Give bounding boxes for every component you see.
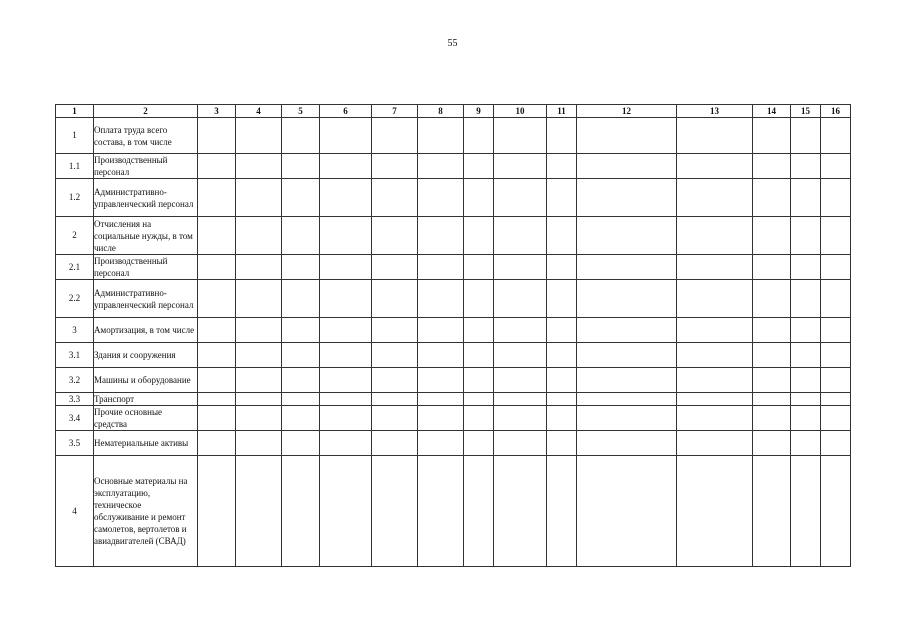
- empty-cell: [577, 280, 677, 318]
- empty-cell: [320, 318, 372, 343]
- empty-cell: [464, 368, 494, 393]
- column-header: 2: [94, 105, 198, 118]
- column-header: 6: [320, 105, 372, 118]
- table-row: [56, 154, 851, 179]
- column-header: 16: [821, 105, 851, 118]
- empty-cell: [198, 217, 236, 255]
- empty-cell: [464, 431, 494, 456]
- empty-cell: [494, 406, 547, 431]
- empty-cell: [372, 318, 418, 343]
- empty-cell: [198, 431, 236, 456]
- empty-cell: [320, 217, 372, 255]
- empty-cell: [753, 456, 791, 567]
- header-row: [56, 105, 851, 118]
- empty-cell: [464, 343, 494, 368]
- column-header: 4: [236, 105, 282, 118]
- empty-cell: [282, 456, 320, 567]
- empty-cell: [418, 431, 464, 456]
- empty-cell: [791, 217, 821, 255]
- empty-cell: [547, 154, 577, 179]
- row-number: 1.1: [56, 154, 94, 179]
- empty-cell: [821, 280, 851, 318]
- empty-cell: [494, 393, 547, 406]
- page-number: 55: [447, 38, 458, 49]
- empty-cell: [494, 118, 547, 154]
- empty-cell: [577, 255, 677, 280]
- empty-cell: [494, 255, 547, 280]
- empty-cell: [821, 368, 851, 393]
- empty-cell: [236, 343, 282, 368]
- empty-cell: [577, 217, 677, 255]
- row-name: Транспорт: [94, 393, 198, 406]
- empty-cell: [418, 393, 464, 406]
- row-number: 3: [56, 318, 94, 343]
- empty-cell: [494, 343, 547, 368]
- empty-cell: [372, 406, 418, 431]
- empty-cell: [547, 406, 577, 431]
- empty-cell: [753, 431, 791, 456]
- empty-cell: [577, 118, 677, 154]
- empty-cell: [464, 406, 494, 431]
- empty-cell: [372, 280, 418, 318]
- table-row: [56, 393, 851, 406]
- empty-cell: [677, 406, 753, 431]
- empty-cell: [236, 255, 282, 280]
- empty-cell: [282, 118, 320, 154]
- empty-cell: [464, 217, 494, 255]
- empty-cell: [577, 406, 677, 431]
- empty-cell: [320, 406, 372, 431]
- column-header: 12: [577, 105, 677, 118]
- empty-cell: [320, 154, 372, 179]
- row-name: Нематериальные активы: [94, 431, 198, 456]
- empty-cell: [372, 456, 418, 567]
- empty-cell: [753, 368, 791, 393]
- row-number: 1: [56, 118, 94, 154]
- empty-cell: [791, 154, 821, 179]
- row-number: 1.2: [56, 179, 94, 217]
- empty-cell: [418, 118, 464, 154]
- empty-cell: [236, 318, 282, 343]
- empty-cell: [577, 456, 677, 567]
- empty-cell: [418, 318, 464, 343]
- empty-cell: [372, 154, 418, 179]
- row-name: Основные материалы на эксплуатацию, техническое обслуживание и ремонт самолетов, вертолетов и авиадвигателей (СВАД): [94, 456, 198, 567]
- empty-cell: [677, 118, 753, 154]
- empty-cell: [236, 456, 282, 567]
- empty-cell: [791, 406, 821, 431]
- empty-cell: [494, 318, 547, 343]
- row-name: Оплата труда всего состава, в том числе: [94, 118, 198, 154]
- empty-cell: [753, 118, 791, 154]
- empty-cell: [464, 280, 494, 318]
- row-name: Здания и сооружения: [94, 343, 198, 368]
- empty-cell: [236, 118, 282, 154]
- empty-cell: [753, 154, 791, 179]
- column-header: 15: [791, 105, 821, 118]
- empty-cell: [418, 280, 464, 318]
- empty-cell: [547, 456, 577, 567]
- empty-cell: [320, 280, 372, 318]
- empty-cell: [791, 456, 821, 567]
- empty-cell: [236, 368, 282, 393]
- empty-cell: [372, 393, 418, 406]
- column-header: 7: [372, 105, 418, 118]
- row-name: Машины и оборудование: [94, 368, 198, 393]
- empty-cell: [821, 343, 851, 368]
- empty-cell: [677, 217, 753, 255]
- column-header: 1: [56, 105, 94, 118]
- empty-cell: [320, 393, 372, 406]
- empty-cell: [753, 255, 791, 280]
- empty-cell: [753, 318, 791, 343]
- empty-cell: [577, 431, 677, 456]
- empty-cell: [547, 179, 577, 217]
- empty-cell: [547, 393, 577, 406]
- empty-cell: [821, 255, 851, 280]
- empty-cell: [547, 217, 577, 255]
- empty-cell: [236, 406, 282, 431]
- empty-cell: [282, 343, 320, 368]
- empty-cell: [677, 318, 753, 343]
- empty-cell: [320, 118, 372, 154]
- empty-cell: [791, 368, 821, 393]
- empty-cell: [282, 431, 320, 456]
- empty-cell: [577, 154, 677, 179]
- column-header: 14: [753, 105, 791, 118]
- empty-cell: [753, 217, 791, 255]
- row-number: 2.2: [56, 280, 94, 318]
- empty-cell: [677, 393, 753, 406]
- empty-cell: [577, 179, 677, 217]
- empty-cell: [282, 368, 320, 393]
- row-number: 3.3: [56, 393, 94, 406]
- empty-cell: [282, 217, 320, 255]
- row-number: 2.1: [56, 255, 94, 280]
- empty-cell: [821, 318, 851, 343]
- column-header: 8: [418, 105, 464, 118]
- row-number: 3.2: [56, 368, 94, 393]
- empty-cell: [236, 431, 282, 456]
- row-number: 2: [56, 217, 94, 255]
- empty-cell: [464, 393, 494, 406]
- empty-cell: [198, 255, 236, 280]
- column-header: 13: [677, 105, 753, 118]
- empty-cell: [821, 393, 851, 406]
- table-row: [56, 368, 851, 393]
- empty-cell: [198, 280, 236, 318]
- empty-cell: [236, 154, 282, 179]
- empty-cell: [677, 368, 753, 393]
- empty-cell: [577, 368, 677, 393]
- empty-cell: [677, 343, 753, 368]
- row-name: Отчисления на социальные нужды, в том числе: [94, 217, 198, 255]
- empty-cell: [821, 217, 851, 255]
- row-name: Прочие основные средства: [94, 406, 198, 431]
- empty-cell: [494, 368, 547, 393]
- empty-cell: [494, 456, 547, 567]
- empty-cell: [753, 393, 791, 406]
- empty-cell: [753, 280, 791, 318]
- empty-cell: [198, 343, 236, 368]
- empty-cell: [418, 368, 464, 393]
- empty-cell: [320, 456, 372, 567]
- empty-cell: [236, 393, 282, 406]
- table-row: [56, 318, 851, 343]
- empty-cell: [821, 179, 851, 217]
- empty-cell: [464, 318, 494, 343]
- empty-cell: [418, 255, 464, 280]
- empty-cell: [372, 217, 418, 255]
- empty-cell: [282, 255, 320, 280]
- empty-cell: [791, 118, 821, 154]
- empty-cell: [418, 179, 464, 217]
- column-header: 10: [494, 105, 547, 118]
- empty-cell: [372, 255, 418, 280]
- row-name: Административно-управленческий персонал: [94, 280, 198, 318]
- empty-cell: [547, 255, 577, 280]
- column-header: 11: [547, 105, 577, 118]
- empty-cell: [198, 154, 236, 179]
- empty-cell: [791, 280, 821, 318]
- empty-cell: [494, 179, 547, 217]
- empty-cell: [418, 456, 464, 567]
- table-row: [56, 431, 851, 456]
- empty-cell: [821, 118, 851, 154]
- table-row: [56, 217, 851, 255]
- empty-cell: [821, 154, 851, 179]
- empty-cell: [282, 154, 320, 179]
- row-name: Производственный персонал: [94, 255, 198, 280]
- empty-cell: [577, 318, 677, 343]
- empty-cell: [418, 217, 464, 255]
- empty-cell: [320, 343, 372, 368]
- empty-cell: [677, 154, 753, 179]
- empty-cell: [372, 368, 418, 393]
- empty-cell: [753, 179, 791, 217]
- row-number: 3.1: [56, 343, 94, 368]
- empty-cell: [547, 368, 577, 393]
- empty-cell: [464, 456, 494, 567]
- empty-cell: [372, 118, 418, 154]
- empty-cell: [282, 406, 320, 431]
- table-row: [56, 179, 851, 217]
- empty-cell: [418, 406, 464, 431]
- empty-cell: [198, 368, 236, 393]
- empty-cell: [282, 179, 320, 217]
- row-number: 3.5: [56, 431, 94, 456]
- cost-table: [55, 104, 851, 567]
- empty-cell: [198, 118, 236, 154]
- empty-cell: [677, 280, 753, 318]
- empty-cell: [791, 343, 821, 368]
- empty-cell: [198, 179, 236, 217]
- table-row: [56, 456, 851, 567]
- empty-cell: [753, 406, 791, 431]
- empty-cell: [821, 456, 851, 567]
- empty-cell: [418, 154, 464, 179]
- empty-cell: [372, 343, 418, 368]
- empty-cell: [282, 393, 320, 406]
- empty-cell: [677, 456, 753, 567]
- table-row: [56, 343, 851, 368]
- table-row: [56, 406, 851, 431]
- empty-cell: [320, 368, 372, 393]
- empty-cell: [547, 280, 577, 318]
- empty-cell: [821, 406, 851, 431]
- empty-cell: [236, 280, 282, 318]
- row-number: 3.4: [56, 406, 94, 431]
- empty-cell: [547, 343, 577, 368]
- empty-cell: [464, 255, 494, 280]
- empty-cell: [677, 255, 753, 280]
- column-header: 5: [282, 105, 320, 118]
- empty-cell: [677, 179, 753, 217]
- empty-cell: [236, 179, 282, 217]
- column-header: 3: [198, 105, 236, 118]
- empty-cell: [494, 280, 547, 318]
- empty-cell: [547, 431, 577, 456]
- empty-cell: [791, 393, 821, 406]
- empty-cell: [791, 318, 821, 343]
- empty-cell: [677, 431, 753, 456]
- empty-cell: [577, 343, 677, 368]
- empty-cell: [320, 179, 372, 217]
- empty-cell: [372, 431, 418, 456]
- empty-cell: [464, 118, 494, 154]
- empty-cell: [372, 179, 418, 217]
- row-name: Производственный персонал: [94, 154, 198, 179]
- empty-cell: [282, 318, 320, 343]
- empty-cell: [282, 280, 320, 318]
- empty-cell: [821, 431, 851, 456]
- empty-cell: [464, 179, 494, 217]
- empty-cell: [791, 255, 821, 280]
- empty-cell: [577, 393, 677, 406]
- empty-cell: [791, 431, 821, 456]
- table-row: [56, 280, 851, 318]
- empty-cell: [198, 406, 236, 431]
- column-header: 9: [464, 105, 494, 118]
- table-row: [56, 255, 851, 280]
- empty-cell: [418, 343, 464, 368]
- empty-cell: [494, 431, 547, 456]
- empty-cell: [320, 255, 372, 280]
- empty-cell: [494, 217, 547, 255]
- empty-cell: [547, 318, 577, 343]
- empty-cell: [791, 179, 821, 217]
- table-row: [56, 118, 851, 154]
- row-name: Административно-управленческий персонал: [94, 179, 198, 217]
- empty-cell: [547, 118, 577, 154]
- empty-cell: [236, 217, 282, 255]
- empty-cell: [198, 393, 236, 406]
- row-name: Амортизация, в том числе: [94, 318, 198, 343]
- empty-cell: [753, 343, 791, 368]
- empty-cell: [464, 154, 494, 179]
- table-body: [56, 118, 851, 567]
- empty-cell: [198, 456, 236, 567]
- empty-cell: [494, 154, 547, 179]
- empty-cell: [320, 431, 372, 456]
- empty-cell: [198, 318, 236, 343]
- row-number: 4: [56, 456, 94, 567]
